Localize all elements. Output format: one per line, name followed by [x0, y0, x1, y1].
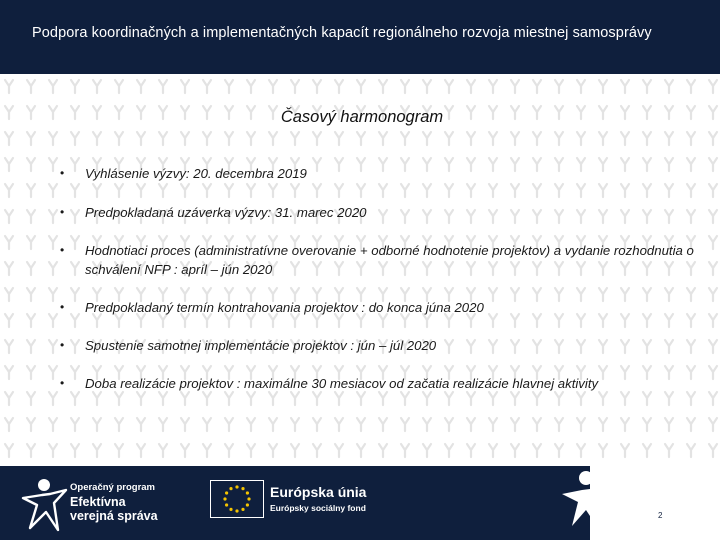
op-logo — [20, 476, 190, 532]
list-item — [58, 374, 708, 393]
list-item — [58, 336, 708, 355]
list-item — [58, 164, 708, 183]
bullet-icon: • — [60, 376, 65, 390]
op-title — [70, 495, 158, 523]
schedule-list — [58, 164, 708, 393]
eu-name: Európska únia — [270, 484, 367, 500]
eu-flag-icon — [210, 480, 264, 518]
op-title-line1: Efektívna — [70, 495, 126, 509]
human-figure-icon — [20, 476, 68, 532]
list-item-text: Hodnotiaci proces (administratívne overovanie + odborné hodnotenie projektov) a vydanie rozhodnutia o schválení NFP : apríl – jún 2020 — [85, 243, 694, 277]
bullet-icon: • — [60, 300, 65, 314]
list-item-text: Doba realizácie projektov : maximálne 30 mesiacov od začatia realizácie hlavnej aktivity — [85, 376, 599, 391]
bullet-icon: • — [60, 243, 65, 257]
op-subtitle: Operačný program — [70, 482, 155, 493]
footer-bar — [0, 466, 720, 540]
list-item — [58, 298, 708, 317]
human-figure-icon — [560, 468, 604, 530]
list-item — [58, 203, 708, 222]
bullet-icon: • — [60, 338, 65, 352]
slide-title: Časový harmonogram — [280, 108, 444, 126]
list-item-text: Spustenie samotnej implementácie projektov : jún – júl 2020 — [85, 338, 437, 353]
list-item — [58, 241, 708, 279]
eu-fund: Európsky sociálny fond — [270, 503, 366, 513]
bullet-icon: • — [60, 166, 65, 180]
header-title: Podpora koordinačných a implementačných kapacít regionálneho rozvoja miestnej samosprávy — [32, 25, 652, 41]
page-number: 2 — [658, 511, 663, 520]
header-bar — [0, 0, 720, 74]
slide-content — [0, 74, 720, 466]
list-item-text: Predpokladaný termín kontrahovania projektov : do konca júna 2020 — [85, 300, 484, 315]
list-item-text: Predpokladaná uzáverka výzvy: 31. marec 2020 — [85, 205, 367, 220]
list-item-text: Vyhlásenie výzvy: 20. decembra 2019 — [85, 166, 307, 181]
op-title-line2: verejná správa — [70, 509, 158, 523]
bullet-icon: • — [60, 205, 65, 219]
footer-white-panel — [590, 466, 720, 540]
